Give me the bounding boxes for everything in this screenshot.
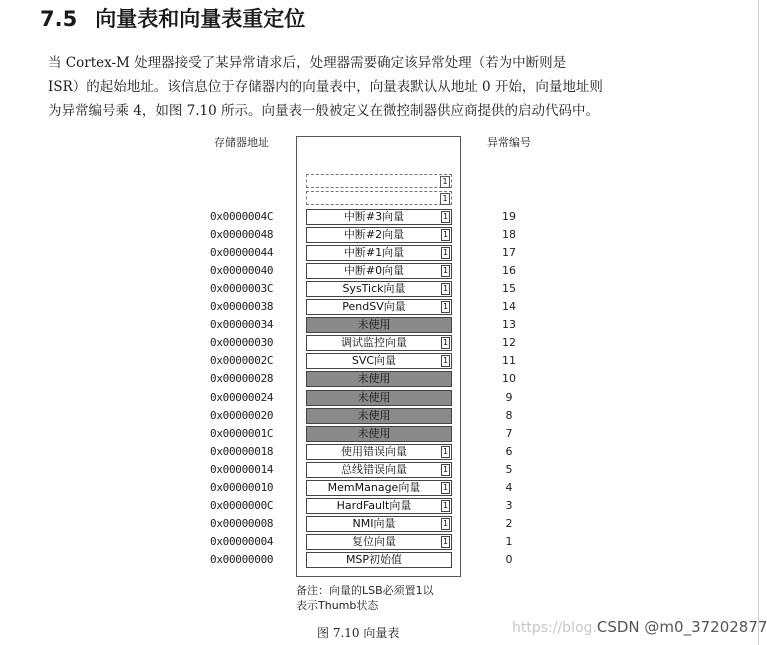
vector-cell [306, 335, 452, 351]
row-address: 0x0000000C [210, 499, 274, 512]
section-heading [40, 3, 305, 33]
vector-label: SysTick向量 [342, 282, 406, 295]
vector-cell [306, 462, 452, 478]
lsb-marker: 1 [440, 193, 450, 205]
lsb-marker: 1 [442, 266, 449, 275]
section-title: 向量表和向量表重定位 [95, 7, 306, 31]
vector-cell-unused [306, 408, 452, 424]
vector-cell [306, 498, 452, 514]
vector-label: 复位向量 [352, 535, 396, 548]
vector-cell [306, 444, 452, 460]
vector-cell-unused [306, 390, 452, 406]
lsb-marker: 1 [442, 356, 449, 365]
vector-cell [306, 209, 452, 225]
row-address: 0x00000034 [210, 318, 274, 331]
exception-number: 11 [502, 354, 516, 367]
page-edge-rule [758, 0, 759, 645]
lsb-marker: 1 [442, 447, 449, 456]
exception-number: 15 [502, 282, 516, 295]
vector-label: HardFault向量 [336, 499, 412, 512]
watermark-text: CSDN @m0_37202877 [596, 618, 767, 636]
vector-label: MemManage向量 [327, 481, 421, 494]
vector-cell [306, 552, 452, 568]
row-address: 0x00000018 [210, 445, 274, 458]
vector-label: 未使用 [357, 391, 391, 404]
row-address: 0x0000003C [210, 282, 274, 295]
row-address: 0x00000038 [210, 300, 274, 313]
row-address: 0x00000014 [210, 463, 274, 476]
vector-label: NMI向量 [352, 517, 396, 530]
row-address: 0x00000010 [210, 481, 274, 494]
vector-label: SVC向量 [351, 354, 397, 367]
vector-label: PendSV向量 [342, 300, 406, 313]
exception-number: 9 [505, 391, 513, 404]
row-address: 0x00000028 [210, 372, 274, 385]
row-address: 0x00000004 [210, 535, 274, 548]
vector-cell [306, 245, 452, 261]
lsb-marker: 1 [442, 465, 449, 474]
lsb-marker: 1 [442, 338, 449, 347]
lsb-marker: 1 [442, 483, 449, 492]
vector-cell-unused [306, 371, 452, 387]
exception-number: 3 [505, 499, 513, 512]
row-address: 0x00000008 [210, 517, 274, 530]
vector-label: 使用错误向量 [341, 445, 407, 458]
watermark-faint-text: https://blog. [512, 620, 597, 636]
exception-number: 18 [502, 228, 516, 241]
section-number: 7.5 [40, 7, 78, 31]
vector-cell [306, 281, 452, 297]
vector-cell [306, 263, 452, 279]
exception-number: 5 [505, 463, 513, 476]
vector-label: 中断#3向量 [343, 210, 405, 223]
row-address: 0x00000040 [210, 264, 274, 277]
vector-label: 未使用 [357, 427, 391, 440]
exception-number: 10 [502, 372, 516, 385]
lsb-marker: 1 [442, 212, 449, 221]
paragraph-line-1: 当 Cortex-M 处理器接受了某异常请求后，处理器需要确定该异常处理（若为中断则是 [48, 55, 567, 71]
exception-number: 1 [505, 535, 513, 548]
row-address: 0x00000044 [210, 246, 274, 259]
lsb-marker: 1 [442, 519, 449, 528]
exception-number: 8 [505, 409, 513, 422]
row-address: 0x00000024 [210, 391, 274, 404]
vector-cell [306, 353, 452, 369]
paragraph-line-2: ISR）的起始地址。该信息位于存储器内的向量表中，向量表默认从地址 0 开始，向量地址则 [48, 79, 603, 95]
column-header-address: 存储器地址 [214, 136, 269, 149]
vector-cell [306, 534, 452, 550]
exception-number: 17 [502, 246, 516, 259]
exception-number: 12 [502, 336, 516, 349]
vector-cell [306, 480, 452, 496]
vector-label: 未使用 [357, 372, 391, 385]
column-header-exception-number: 异常编号 [487, 136, 531, 149]
exception-number: 19 [502, 210, 516, 223]
exception-number: 7 [505, 427, 513, 440]
lsb-marker: 1 [442, 284, 449, 293]
row-address: 0x0000002C [210, 354, 274, 367]
vector-cell-unused [306, 426, 452, 442]
exception-number: 2 [505, 517, 513, 530]
vector-label: 中断#2向量 [343, 228, 405, 241]
watermark [512, 618, 767, 636]
row-address: 0x00000048 [210, 228, 274, 241]
paragraph-line-3: 为异常编号乘 4，如图 7.10 所示。向量表一般被定义在微控制器供应商提供的启动代码中。 [48, 103, 600, 119]
exception-number: 4 [505, 481, 513, 494]
row-address: 0x00000000 [210, 553, 274, 566]
vector-cell [306, 227, 452, 243]
vector-cell-unused [306, 317, 452, 333]
figure-note-line-1: 备注：向量的LSB必须置1以 [296, 584, 434, 597]
vector-label: 调试监控向量 [341, 336, 407, 349]
exception-number: 0 [505, 553, 513, 566]
lsb-marker: 1 [442, 537, 449, 546]
exception-number: 16 [502, 264, 516, 277]
exception-number: 13 [502, 318, 516, 331]
exception-number: 14 [502, 300, 516, 313]
row-address: 0x0000001C [210, 427, 274, 440]
figure-caption: 图 7.10 向量表 [317, 626, 400, 640]
lsb-marker: 1 [442, 248, 449, 257]
row-address: 0x00000030 [210, 336, 274, 349]
row-address: 0x00000020 [210, 409, 274, 422]
lsb-marker: 1 [440, 176, 450, 188]
exception-number: 6 [505, 445, 513, 458]
vector-label: 未使用 [357, 318, 391, 331]
reserved-slot [306, 191, 452, 205]
lsb-marker: 1 [442, 501, 449, 510]
vector-label: 总线错误向量 [341, 463, 407, 476]
vector-cell [306, 299, 452, 315]
vector-label: 中断#1向量 [343, 246, 405, 259]
lsb-marker: 1 [442, 302, 449, 311]
row-address: 0x0000004C [210, 210, 274, 223]
vector-cell [306, 516, 452, 532]
vector-label: 中断#0向量 [343, 264, 405, 277]
vector-label: MSP初始值 [345, 553, 403, 566]
figure-note-line-2: 表示Thumb状态 [296, 599, 379, 612]
vector-label: 未使用 [357, 409, 391, 422]
lsb-marker: 1 [442, 230, 449, 239]
reserved-slot [306, 174, 452, 188]
